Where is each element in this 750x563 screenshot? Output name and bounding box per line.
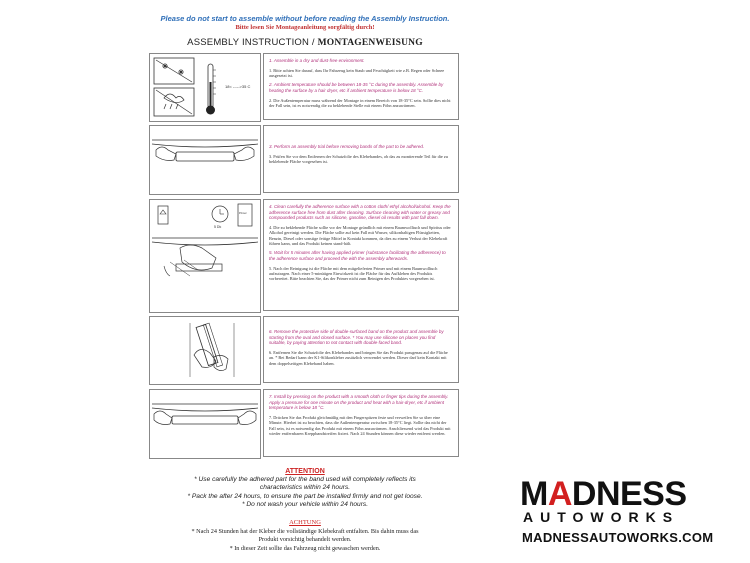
step-3-de: 3. Prüfen Sie vor dem Entfernen der Schutzfolie des Klebebandes, ob das zu montierende Teil für die zu beklebende Fläche vorgesehen ist. — [269, 153, 448, 164]
clock-label: 5 Dk — [214, 225, 222, 229]
logo-letters-rest: DNESS — [571, 475, 687, 513]
step-6-illustration — [149, 316, 261, 385]
temperature-range-label: 18< ----->35 C — [225, 84, 251, 89]
logo-subtitle: AUTOWORKS — [523, 509, 680, 525]
achtung-line: * In dieser Zeit sollte das Fahrzeug nicht gewaschen werden. — [229, 545, 381, 552]
step-1-2-illustration — [149, 53, 261, 122]
dry-environment-icon — [150, 54, 260, 121]
attention-line: characteristics within 24 hours. — [259, 484, 351, 491]
logo-letter-a: A — [547, 475, 572, 513]
step-6-text — [263, 316, 459, 383]
press-install-icon — [150, 390, 260, 458]
attention-title: ATTENTION — [285, 468, 325, 475]
achtung-line: * Nach 24 Stunden hat der Kleber die vollständige Klebekraft entfalten. Bis dahin muss das — [191, 528, 419, 535]
step-4-5-text — [263, 199, 459, 311]
step-6-en: 6. Remove the protective side of double-surfaced band on the product and assemble by starting from the oval and closed surface. * You may use silicone on places you find suitable, by paying attention to not contact with double-faced band. — [269, 329, 444, 346]
step-1-en: 1. Assemble in a dry and dust-free environment. — [269, 58, 365, 63]
attention-line: * Do not wash your vehicle within 24 hours. — [241, 501, 369, 508]
remove-tape-icon — [150, 317, 260, 384]
step-3-illustration — [149, 125, 261, 195]
step-7-en: 7. Install by pressing on the product with a smooth cloth or finger tips during the assembly. Apply a pressure for one minute on the product and heat with a hair-dryer, etc if ambient temperature is below 18 °C. — [269, 394, 449, 411]
step-7-illustration — [149, 389, 261, 459]
step-4-de: 4. Die zu beklebende Fläche sollte vor der Montage gründlich mit einem Baumwolltuch und Spiritus oder Alkohol gereinigt werden. Die Fläche sollte auf kein Fall mit Wasser, silikonhaltigen Flüssigkeiten, Benzin, Diesel oder sonstige fettige Mittel in Kontakt kommen, da dies zu einem Verlust der Klebekraft führen kann, und das Produkt keinen stand-hält. — [269, 224, 451, 246]
title-german: MONTAGENWEISUNG — [317, 38, 423, 48]
attention-line: * Use carefully the adhered part for the band used will completely reflects its — [194, 476, 416, 483]
attention-line: * Pack the after 24 hours, to ensure the part be installed firmly and not get loose. — [187, 493, 423, 500]
logo-wordmark — [520, 477, 730, 511]
achtung-line: Produkt vorsichtig behandelt werden. — [258, 536, 352, 543]
achtung-title: ACHTUNG — [289, 519, 321, 526]
document-title — [150, 37, 460, 48]
madness-autoworks-logo — [520, 477, 730, 545]
warning-english: Please do not start to assemble without before reading the Assembly Instruction. — [160, 14, 450, 23]
step-3-en: 3. Perform an assembly trial before removing bands of the part to be adhered. — [269, 144, 425, 149]
step-4-en: 4. Clean carefully the adherence surface with a cotton cloth/ ethyl alcohol/alcohol. Keep the adherence surface free from dust after cleaning. Surface cleaning with water or greasy and compounded products such as silicone, gasoline, diesel oil results with part fall down. — [269, 204, 451, 221]
step-5-de: 5. Nach der Reinigung ist die Fläche mit dem mitgelieferten Primer und mit einem Baumwolltuch aufzutragen. Nach einer 5-minütigen Einwirkzeit ist die Fläche für das Aufkleben des Produkts vorbereitet. Bitte beachten Sie, das der Primer nicht zum Reinigen des Produktes vorgesehen ist. — [269, 265, 438, 282]
trial-fit-icon — [150, 126, 260, 194]
logo-letter-m: M — [520, 475, 548, 513]
logo-url: MADNESSAUTOWORKS.COM — [522, 530, 714, 545]
step-5-en: 5. Wait for 5 minutes after having applied primer (substance facilitating the adherence) to the adherence surface and proceed the with the assembly afterwards. — [269, 250, 446, 261]
step-4-5-illustration — [149, 199, 261, 313]
step-1-2-text — [263, 53, 459, 120]
step-2-en: 2. Ambient temperature should be between 18-35 °C during the assembly. Assemble by heating the surface by a hair dryer, etc if ambient temperature is below 18 °C. — [269, 82, 444, 93]
step-2-de: 2. Die Außentemperatur muss während der Montage in einem Bereich von 18-35°C sein. Sollte dies nicht der Fall sein, ist es notwendig die zu beklebende Stelle mit einem Föhn anzuwärmen. — [269, 97, 451, 108]
step-7-de: 7. Drücken Sie das Produkt gleichmäßig mit den Fingerspitzen feste und verweilen Sie so über eine Minute. Hierbei ist zu beachten, dass die Außentemperatur zwischen 18-35°C liegt. Sollte das nicht der Fall sein, ist es notwendig das Produkt mit einem Föhn anzuwärmen. Anschliessend wird das Produkt mit wieder entfernbaren Kreppbandstreifen fixiert. Nach 24 Stunden können diese wieder entfernt werden. — [269, 414, 451, 436]
step-3-text — [263, 125, 459, 193]
primer-label: Primer — [239, 212, 247, 215]
title-english: ASSEMBLY INSTRUCTION / — [187, 37, 315, 48]
step-1-de: 1. Bitte achten Sie darauf, dass Ihr Fahrzeug kein Staub und Feuchtigkeit wie z.B. Regen oder Schnee ausgesetzt ist. — [269, 67, 445, 78]
step-7-text — [263, 389, 459, 457]
step-6-de: 6. Entfernen Sie die Schutzfolie des Klebebandes und bringen Sie das Produkt passgenau auf die Fläche an. * Bei Bedarf kann der K1-Silikonkleber zusätzlich verwendet werden. Dieser darf kein Kontakt mit dem doppelseitigen Klebeband haben. — [269, 349, 448, 366]
cleaning-icon — [150, 200, 260, 312]
warning-german: Bitte lesen Sie Montageanleitung sorgfältig durch! — [235, 24, 375, 31]
